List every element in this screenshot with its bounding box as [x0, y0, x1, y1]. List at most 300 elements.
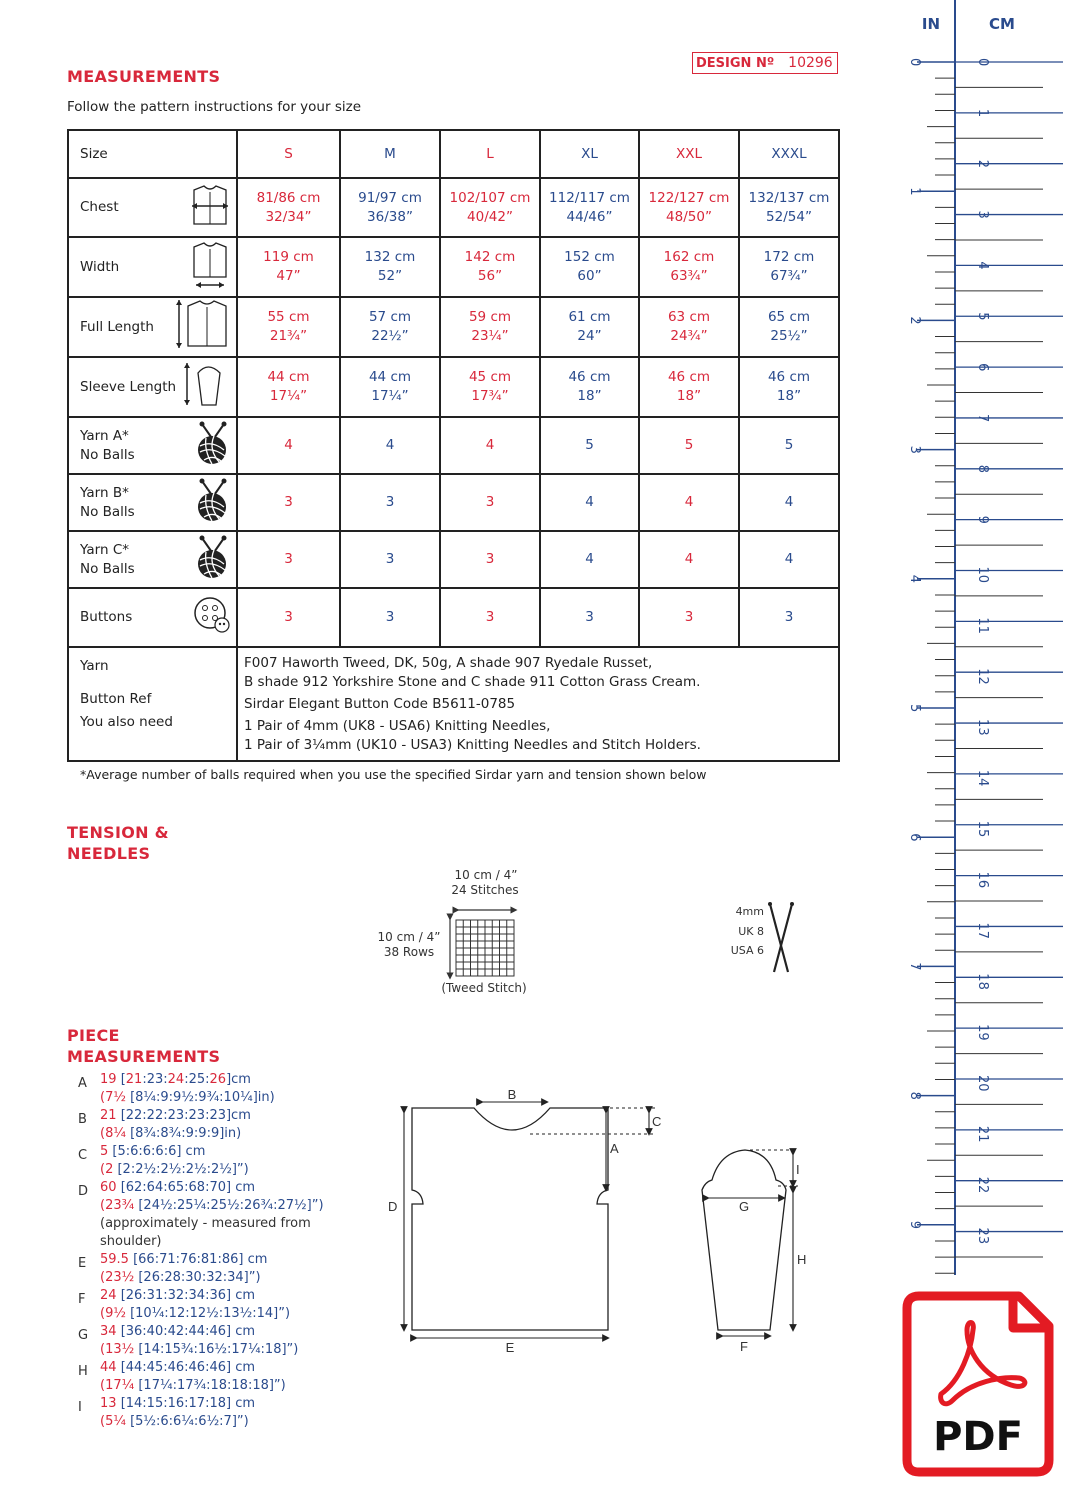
needle-mm: 4mm: [735, 905, 764, 918]
ruler-cm-label: 4: [975, 261, 990, 270]
piece-value-line: [100, 1089, 378, 1107]
table-cell: [440, 357, 540, 417]
chest-icon: [188, 182, 232, 234]
piece-value-segment: shoulder): [100, 1234, 162, 1249]
piece-value-segment: ]cm: [226, 1072, 251, 1087]
cell-value: 4: [585, 551, 594, 567]
table-cell: [340, 297, 440, 357]
tension-heading-line-1: TENSION &: [67, 823, 169, 842]
piece-value-segment: 21: [125, 1072, 143, 1087]
cell-value: 17¼”: [269, 388, 308, 404]
row-label-text: No Balls: [80, 503, 135, 520]
table-row: [68, 357, 839, 417]
table-cell: [639, 417, 739, 474]
cell-value: 45 cm: [468, 369, 512, 385]
table-row: [68, 297, 839, 357]
piece-value-segment: 26: [209, 1072, 227, 1087]
piece-value-line: [100, 1215, 378, 1233]
piece-values: [100, 1359, 378, 1395]
also-need-label: You also need: [80, 714, 173, 730]
piece-value-line: [100, 1287, 378, 1305]
table-cell: [340, 237, 440, 297]
table-row: [68, 237, 839, 297]
table-cell: [237, 588, 340, 647]
piece-value-line: [100, 1341, 378, 1359]
size-label: Size: [68, 130, 237, 178]
cell-value: 46 cm: [767, 369, 811, 385]
piece-heading-line-2: MEASUREMENTS: [67, 1047, 221, 1066]
table-cell: [440, 178, 540, 237]
design-number: 10296: [788, 55, 833, 71]
piece-row: [78, 1179, 378, 1251]
row-label-text: Sleeve Length: [80, 378, 177, 395]
piece-value-segment: :: [142, 1072, 147, 1087]
cell-value: 172 cm: [763, 249, 815, 265]
table-cell: [440, 297, 540, 357]
cell-value: 4: [684, 551, 694, 567]
yarn-ball-icon: [192, 534, 232, 586]
piece-row: [78, 1143, 378, 1179]
cell-value: 56”: [477, 268, 503, 284]
cell-value: 5: [585, 437, 594, 453]
table-cell: [340, 357, 440, 417]
ruler-cm-label: 7: [975, 413, 990, 423]
row-label: [68, 531, 237, 588]
piece-value-line: [100, 1269, 378, 1287]
intro-text: Follow the pattern instructions for your size: [67, 99, 362, 115]
cell-value: 122/127 cm: [648, 189, 730, 206]
ruler-inch-label: 6: [907, 833, 922, 842]
table-cell: [639, 297, 739, 357]
piece-values: [100, 1395, 378, 1431]
cell-value: 52/54”: [766, 208, 812, 225]
tension-width-label: 10 cm / 4”: [454, 868, 518, 882]
piece-value-line: [100, 1107, 378, 1125]
table-cell: [340, 531, 440, 588]
diagram-label-d: D: [388, 1199, 398, 1214]
tension-height-label: 10 cm / 4”: [377, 930, 441, 944]
piece-value-segment: [8¼:9:9½:9¾:10¼]in): [130, 1090, 275, 1105]
table-cell: [739, 588, 839, 647]
piece-letter: D: [78, 1184, 89, 1199]
button-line: Sirdar Elegant Button Code B5611-0785: [244, 695, 516, 712]
table-cell: [739, 357, 839, 417]
cell-value: 3: [684, 609, 694, 625]
piece-values: [100, 1071, 378, 1107]
table-cell: [540, 417, 639, 474]
table-cell: [237, 474, 340, 531]
piece-value-line: [100, 1143, 378, 1161]
table-cell: [540, 178, 639, 237]
piece-value-line: [100, 1377, 378, 1395]
yarn-ball-icon: [192, 477, 232, 529]
piece-value-segment: [: [120, 1072, 126, 1087]
piece-letter: E: [78, 1256, 87, 1271]
table-row: [68, 417, 839, 474]
diagram-label-f: F: [740, 1339, 748, 1354]
piece-value-segment: [17¼:17¾:18:18:18]”): [138, 1378, 286, 1393]
size-xxl: XXL: [639, 130, 739, 178]
table-cell: [237, 531, 340, 588]
size-m: M: [340, 130, 440, 178]
row-label-text: Yarn A*: [80, 427, 129, 444]
cell-value: 4: [485, 437, 495, 453]
cell-value: 44/46”: [566, 208, 613, 225]
piece-value-segment: (23¾: [100, 1198, 139, 1213]
cell-value: 3: [284, 609, 293, 625]
cell-value: 3: [784, 609, 794, 625]
piece-value-line: [100, 1305, 378, 1323]
piece-row: [78, 1107, 378, 1143]
table-cell: [440, 237, 540, 297]
piece-value-segment: [44:45:46:46:46] cm: [120, 1360, 256, 1375]
cell-value: 3: [284, 494, 293, 510]
ruler-cm-label: CM: [989, 15, 1015, 33]
cell-value: 48/50”: [666, 208, 712, 225]
piece-value-segment: 24: [100, 1288, 121, 1303]
cell-value: 25½”: [770, 328, 808, 344]
ruler-cm-label: 17: [975, 922, 990, 939]
ruler-cm-label: 9: [975, 515, 990, 524]
row-label-text: Width: [80, 258, 120, 275]
row-label: [68, 178, 237, 237]
piece-value-line: [100, 1251, 378, 1269]
cell-value: 55 cm: [267, 309, 310, 325]
cell-value: 4: [784, 551, 794, 567]
piece-value-segment: :: [184, 1072, 189, 1087]
row-label: [68, 588, 237, 647]
diagram-label-c: C: [652, 1114, 662, 1129]
table-cell: [237, 178, 340, 237]
cell-value: 32/34”: [265, 208, 312, 225]
ruler-cm-label: 20: [975, 1075, 990, 1092]
diagram-label-b: B: [507, 1087, 517, 1102]
button-icon: [192, 595, 232, 641]
tension-stitches-label: 24 Stitches: [451, 883, 519, 897]
piece-value-segment: (9½: [100, 1306, 131, 1321]
cell-value: 119 cm: [263, 249, 314, 265]
cell-value: 5: [784, 437, 794, 453]
row-label-text: Yarn C*: [80, 541, 129, 558]
piece-value-line: [100, 1359, 378, 1377]
cell-value: 36/38”: [367, 208, 413, 225]
yarn-line: B shade 912 Yorkshire Stone and C shade 911 Cotton Grass Cream.: [244, 673, 701, 690]
ruler-cm-label: 22: [975, 1176, 990, 1194]
piece-value-segment: [24½:25¼:25½:26¾:27½]”): [138, 1198, 324, 1213]
piece-value-segment: [2:2½:2½:2½:2½]”): [117, 1162, 249, 1177]
piece-value-segment: (5¼: [100, 1414, 131, 1429]
piece-value-segment: 21: [100, 1108, 121, 1123]
table-cell: [639, 357, 739, 417]
tension-heading: [67, 822, 169, 864]
table-cell: [540, 531, 639, 588]
table-cell: [540, 474, 639, 531]
sleeve-piece-diagram: [690, 1140, 820, 1360]
table-cell: [340, 417, 440, 474]
piece-value-line: [100, 1323, 378, 1341]
cell-value: 67¾”: [770, 268, 808, 284]
row-label-text: Full Length: [80, 318, 154, 335]
cell-value: 57 cm: [368, 309, 412, 325]
diagram-label-g: G: [738, 1199, 750, 1214]
ruler-cm-label: 14: [975, 769, 990, 787]
size-header-row: [68, 130, 839, 178]
piece-value-line: [100, 1161, 378, 1179]
design-label: DESIGN Nº: [696, 55, 775, 71]
piece-values: [100, 1179, 378, 1251]
table-cell: [440, 531, 540, 588]
yarn-info-values: [237, 647, 839, 761]
cell-value: 4: [385, 437, 395, 453]
piece-value-line: [100, 1233, 378, 1251]
cell-value: 3: [485, 551, 495, 567]
ruler-cm-label: 23: [975, 1227, 990, 1245]
cell-value: 81/86 cm: [256, 189, 321, 206]
row-label-text: No Balls: [80, 560, 135, 577]
ruler-cm-label: 8: [975, 464, 990, 474]
cell-value: 17¼”: [371, 388, 409, 404]
body-piece-diagram: [380, 1080, 680, 1360]
cell-value: 24¾”: [670, 328, 708, 344]
ruler-cm-label: 3: [975, 210, 990, 219]
cell-value: 3: [385, 494, 395, 510]
measurements-table: [67, 129, 840, 762]
row-label: [68, 474, 237, 531]
width-icon: [188, 239, 232, 295]
cell-value: 17¾”: [471, 388, 509, 404]
piece-row: [78, 1359, 378, 1395]
cell-value: 23¼”: [471, 328, 509, 344]
piece-value-segment: 13: [100, 1396, 121, 1411]
cell-value: 63¾”: [670, 268, 708, 284]
piece-values: [100, 1107, 378, 1143]
design-number-box: [692, 52, 838, 74]
cell-value: 40/42”: [467, 208, 513, 225]
piece-row: [78, 1071, 378, 1107]
diagram-label-a: A: [610, 1141, 619, 1156]
cell-value: 3: [485, 494, 495, 510]
tension-stitch-label: (Tweed Stitch): [441, 981, 527, 995]
piece-value-segment: 24: [167, 1072, 185, 1087]
piece-values: [100, 1251, 378, 1287]
piece-row: [78, 1323, 378, 1359]
piece-letter: F: [78, 1292, 86, 1307]
table-cell: [739, 178, 839, 237]
table-cell: [639, 531, 739, 588]
piece-value-segment: [5½:6:6¼:6½:7]”): [130, 1414, 249, 1429]
table-cell: [739, 237, 839, 297]
piece-heading-line-1: PIECE: [67, 1026, 120, 1045]
piece-value-segment: [66:71:76:81:86] cm: [133, 1252, 268, 1267]
cell-value: 47”: [276, 268, 301, 284]
ruler-inch-label: 9: [907, 1220, 922, 1230]
need-line: 1 Pair of 4mm (UK8 - USA6) Knitting Needles,: [244, 717, 551, 734]
piece-value-segment: (17¼: [100, 1378, 139, 1393]
table-cell: [639, 588, 739, 647]
ruler-inch-label: 4: [907, 574, 922, 584]
ruler-cm-label: 12: [975, 668, 990, 685]
ruler-in-label: IN: [921, 15, 941, 33]
ruler-inch-label: 7: [907, 962, 922, 971]
pdf-download-icon[interactable]: [901, 1290, 1055, 1478]
ruler-cm-label: 19: [975, 1024, 990, 1041]
cell-value: 152 cm: [564, 249, 615, 265]
table-row: [68, 531, 839, 588]
yarn-line: F007 Haworth Tweed, DK, 50g, A shade 907 Ryedale Russet,: [244, 654, 653, 671]
ruler-cm-label: 6: [975, 363, 990, 372]
piece-value-line: [100, 1179, 378, 1197]
table-cell: [540, 237, 639, 297]
ruler-cm-label: 2: [975, 159, 990, 168]
cell-value: 4: [585, 494, 594, 510]
ruler-cm-label: 5: [975, 312, 990, 321]
cell-value: 61 cm: [568, 309, 611, 325]
table-cell: [237, 417, 340, 474]
piece-value-segment: 60: [100, 1180, 121, 1195]
cell-value: 18”: [776, 388, 802, 404]
row-label-text: No Balls: [80, 446, 135, 463]
need-line: 1 Pair of 3¼mm (UK10 - USA3) Knitting Needles and Stitch Holders.: [244, 736, 701, 753]
table-cell: [237, 297, 340, 357]
footnote: *Average number of balls required when you use the specified Sirdar yarn and tension shown below: [80, 767, 707, 782]
size-l: L: [440, 130, 540, 178]
yarn-info-row: [68, 647, 839, 761]
piece-values: [100, 1323, 378, 1359]
tension-swatch-icon: [444, 902, 524, 982]
piece-row: [78, 1287, 378, 1323]
piece-measurement-list: [78, 1071, 378, 1431]
piece-value-line: [100, 1197, 378, 1215]
cell-value: 44 cm: [368, 369, 412, 385]
row-label: [68, 417, 237, 474]
piece-value-segment: 19: [100, 1072, 121, 1087]
ruler-cm-label: 15: [975, 820, 990, 838]
cell-value: 4: [784, 494, 794, 510]
size-xl: XL: [540, 130, 639, 178]
ruler-inch-label: 3: [907, 445, 922, 454]
cell-value: 63 cm: [667, 309, 711, 325]
cell-value: 3: [385, 609, 395, 625]
row-label: [68, 297, 237, 357]
piece-value-segment: 34: [100, 1324, 121, 1339]
table-row: [68, 178, 839, 237]
knitting-needles-icon: [766, 900, 796, 976]
piece-value-line: [100, 1125, 378, 1143]
table-cell: [440, 417, 540, 474]
diagram-label-i: I: [796, 1162, 800, 1177]
ruler-inch-label: 2: [907, 316, 922, 325]
cell-value: 18”: [676, 388, 702, 404]
table-cell: [340, 474, 440, 531]
piece-value-segment: [10¼:12:12½:13½:14]”): [130, 1306, 291, 1321]
cell-value: 3: [385, 551, 395, 567]
piece-value-segment: [22:22:23:23:23]cm: [120, 1108, 251, 1123]
piece-values: [100, 1287, 378, 1323]
piece-value-line: [100, 1395, 378, 1413]
piece-value-segment: [5:6:6:6:6] cm: [112, 1144, 206, 1159]
piece-value-line: [100, 1413, 378, 1431]
row-label: [68, 237, 237, 297]
piece-value-segment: :: [205, 1072, 210, 1087]
piece-letter: G: [78, 1328, 89, 1343]
row-label-text: Yarn B*: [80, 484, 129, 501]
cell-value: 44 cm: [267, 369, 310, 385]
cell-value: 52”: [377, 268, 403, 284]
row-label: [68, 357, 237, 417]
table-cell: [639, 237, 739, 297]
piece-letter: I: [78, 1400, 82, 1415]
piece-value-segment: (23½: [100, 1270, 139, 1285]
piece-value-segment: 5: [100, 1144, 113, 1159]
ruler-cm-label: 18: [975, 973, 990, 990]
sleeve-length-icon: [182, 359, 232, 415]
yarn-ball-icon: [192, 420, 232, 472]
yarn-label: Yarn: [80, 658, 109, 674]
cell-value: 46 cm: [667, 369, 711, 385]
piece-row: [78, 1251, 378, 1287]
piece-row: [78, 1395, 378, 1431]
piece-value-segment: 59.5: [100, 1252, 134, 1267]
table-row: [68, 474, 839, 531]
cell-value: 3: [284, 551, 293, 567]
cell-value: 4: [684, 494, 694, 510]
needle-uk: UK 8: [738, 924, 764, 938]
table-cell: [237, 237, 340, 297]
piece-value-segment: [36:40:42:44:46] cm: [120, 1324, 256, 1339]
ruler-inch-label: 5: [907, 704, 922, 713]
table-cell: [440, 474, 540, 531]
table-cell: [440, 588, 540, 647]
table-cell: [639, 178, 739, 237]
piece-value-segment: [26:31:32:34:36] cm: [120, 1288, 256, 1303]
table-cell: [739, 417, 839, 474]
needle-sizes: [728, 902, 764, 961]
ruler-inch-label: 8: [907, 1091, 922, 1100]
piece-value-segment: [14:15:16:17:18] cm: [120, 1396, 256, 1411]
pdf-label: PDF: [933, 1414, 1023, 1460]
piece-value-segment: [8¾:8¾:9:9:9]in): [130, 1126, 242, 1141]
full-length-icon: [174, 296, 232, 358]
piece-value-segment: 25: [188, 1072, 206, 1087]
ruler: [903, 0, 1066, 1280]
piece-values: [100, 1143, 378, 1179]
piece-letter: A: [78, 1076, 87, 1091]
diagram-label-h: H: [797, 1252, 807, 1267]
cell-value: 60”: [577, 268, 602, 284]
table-cell: [639, 474, 739, 531]
table-cell: [237, 357, 340, 417]
cell-value: 102/107 cm: [449, 189, 531, 206]
cell-value: 59 cm: [468, 309, 512, 325]
ruler-cm-label: 11: [975, 617, 990, 634]
table-cell: [739, 474, 839, 531]
piece-letter: B: [78, 1112, 87, 1127]
cell-value: 142 cm: [464, 249, 516, 265]
cell-value: 21¾”: [269, 328, 308, 344]
piece-measurements-heading: [67, 1025, 220, 1067]
cell-value: 65 cm: [767, 309, 811, 325]
piece-letter: C: [78, 1148, 88, 1163]
cell-value: 132 cm: [364, 249, 416, 265]
piece-value-segment: [26:28:30:32:34]”): [138, 1270, 261, 1285]
ruler-cm-label: 16: [975, 871, 990, 889]
piece-value-segment: 44: [100, 1360, 121, 1375]
cell-value: 91/97 cm: [358, 189, 422, 206]
cell-value: 162 cm: [663, 249, 715, 265]
cell-value: 46 cm: [568, 369, 611, 385]
piece-value-segment: 23: [146, 1072, 164, 1087]
piece-value-segment: (13½: [100, 1342, 139, 1357]
